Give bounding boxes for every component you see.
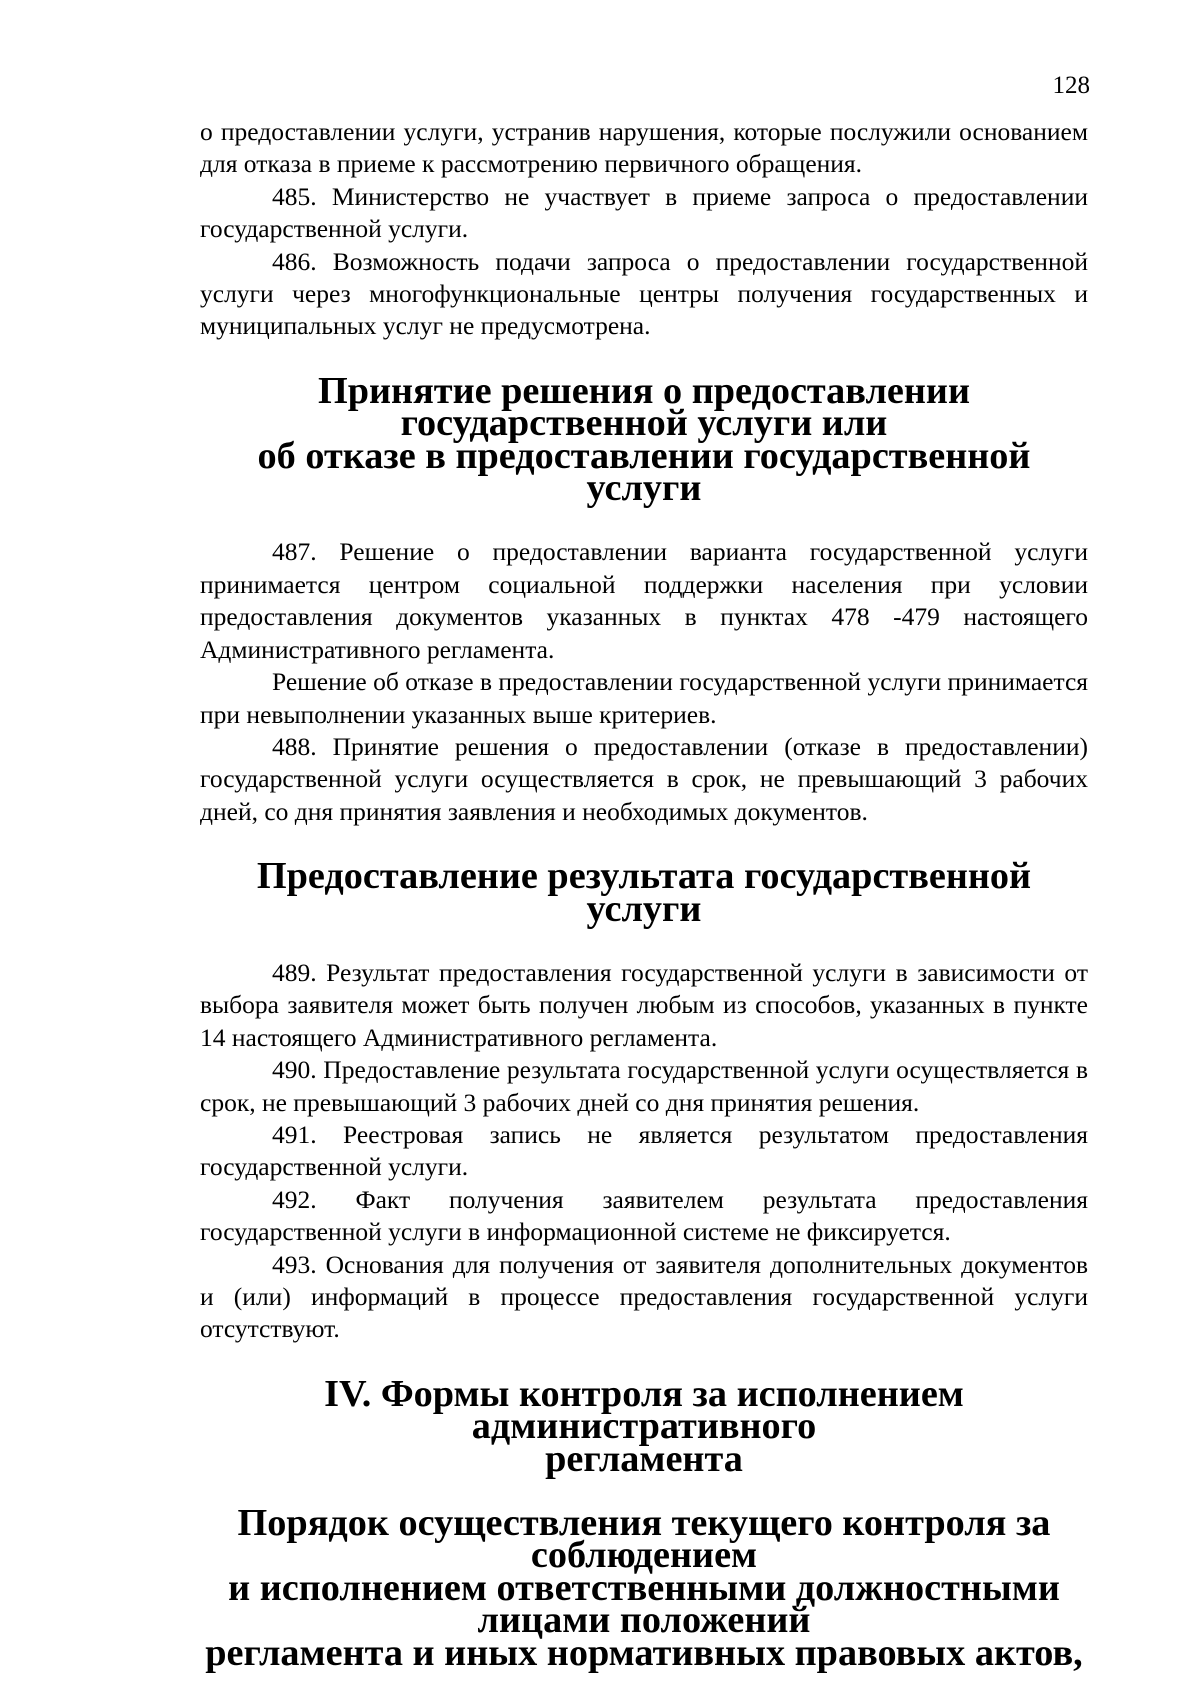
paragraph-488: 488. Принятие решения о предоставлении (отказе в предоставлении) государственной услуги осуществляется в срок, не превышающий 3 рабочих дней, со дня принятия заявления и необходимых документов.: [200, 731, 1088, 826]
paragraph-487: 487. Решение о предоставлении варианта государственной услуги принимается центром социальной поддержки населения при условии предоставления документов указанных в пунктах 478 -479 настоящего Административного регламента.: [200, 537, 1088, 664]
heading-line: Порядок осуществления текущего контроля за соблюдением: [237, 1502, 1051, 1577]
section-heading-result: [200, 855, 1088, 930]
heading-line: регламента: [545, 1437, 743, 1480]
paragraph-refusal: Решение об отказе в предоставлении государственной услуги принимается при невыполнении указанных выше критериев.: [200, 667, 1088, 729]
paragraph-486: 486. Возможность подачи запроса о предоставлении государственной услуги через многофункциональные центры получения государственных и муниципальных услуг не предусмотрена.: [200, 246, 1088, 341]
paragraph-489: 489. Результат предоставления государственной услуги в зависимости от выбора заявителя может быть получен любым из способов, указанных в пункте 14 настоящего Административного регламента.: [200, 957, 1088, 1052]
paragraph-492: 492. Факт получения заявителем результата предоставления государственной услуги в информационной системе не фиксируется.: [200, 1184, 1088, 1247]
paragraph-490: 490. Предоставление результата государственной услуги осуществляется в срок, не превышающий 3 рабочих дней со дня принятия решения.: [200, 1055, 1088, 1117]
heading-line: Принятие решения о предоставлении государственной услуги или: [317, 369, 971, 445]
heading-line: и исполнением ответственными должностными лицами положений: [228, 1566, 1060, 1642]
heading-line: Предоставление результата государственной услуги: [256, 855, 1032, 930]
section-heading-decision: [200, 369, 1088, 510]
paragraph: о предоставлении услуги, устранив нарушения, которые послужили основанием для отказа в приеме к рассмотрению первичного обращения.: [200, 117, 1088, 179]
section-heading-current-control: [200, 1502, 1088, 1674]
chapter-heading-control: [200, 1372, 1088, 1480]
heading-line: регламента и иных нормативных правовых актов,: [205, 1631, 1083, 1674]
paragraph-485: 485. Министерство не участвует в приеме запроса о предоставлении государственной услуги.: [200, 181, 1088, 244]
heading-line: об отказе в предоставлении государственной услуги: [257, 434, 1031, 510]
heading-line: IV. Формы контроля за исполнением административного: [324, 1372, 964, 1448]
page-number: 128: [1052, 72, 1090, 99]
paragraph-493: 493. Основания для получения от заявителя дополнительных документов и (или) информаций в процессе предоставления государственной услуги отсутствуют.: [200, 1249, 1088, 1344]
document-body: [200, 116, 1088, 1674]
paragraph-491: 491. Реестровая запись не является результатом предоставления государственной услуги.: [200, 1119, 1088, 1182]
